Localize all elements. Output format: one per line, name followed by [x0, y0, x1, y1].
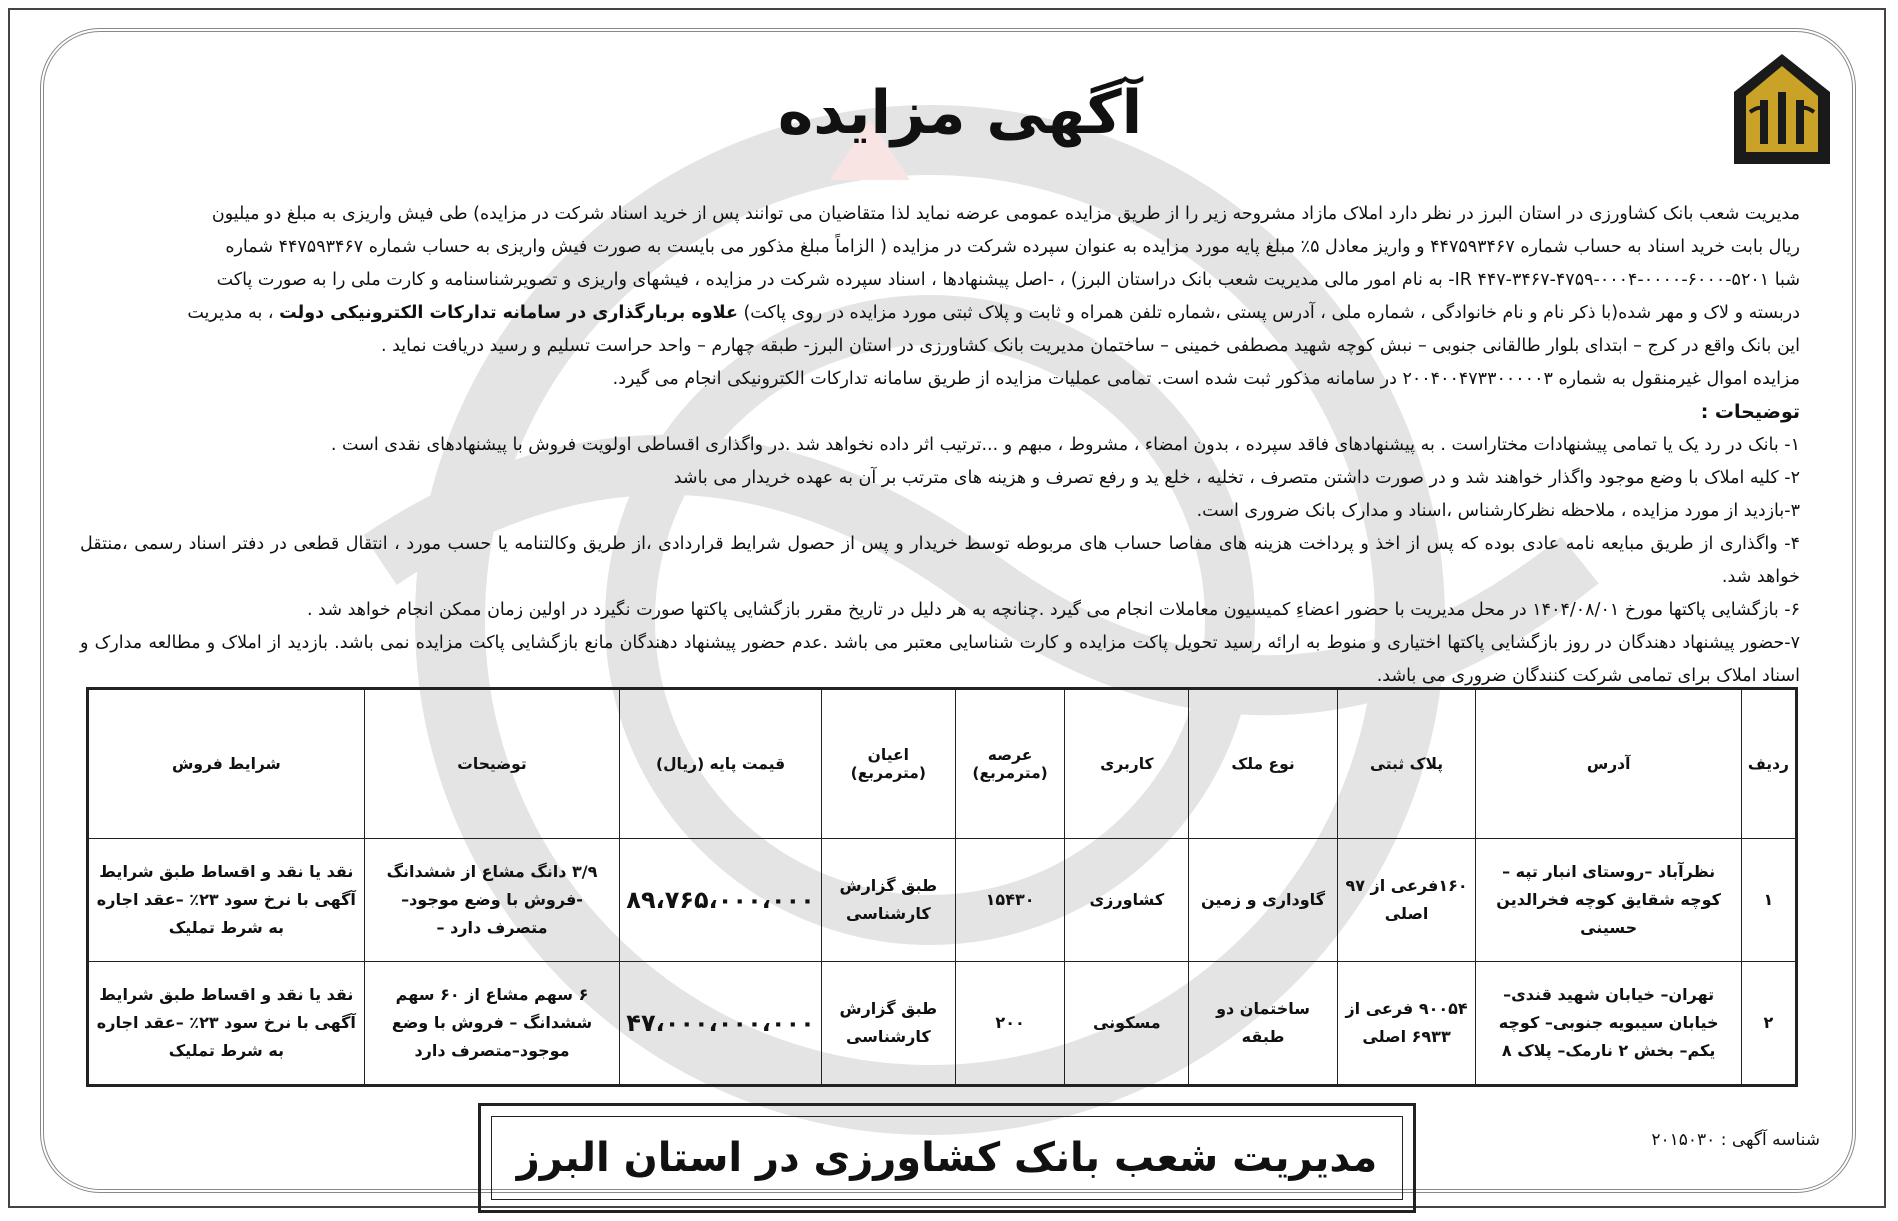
header-address: آدرس [1476, 689, 1741, 839]
intro-line-3: شبا IR ۴۴۷-۳۴۶۷-۴۷۵۹-۰۰۰۴-۰۰۰۰-۶۰۰۰-۵۲۰۱- به نام امور مالی مدیریت شعب بانک دراستان البرز) ، -اصل پیشنهادها ، اسناد سپرده شرکت در مزایده ، فیشهای واریزی و تصویرشناسنامه و کارت ملی را به صورت پاکت [216, 270, 1800, 290]
ad-id-label: شناسه آگهی : [1720, 1130, 1820, 1150]
cell-building-area: طبق گزارش کارشناسی [821, 961, 955, 1085]
auction-items-table [86, 687, 1798, 1087]
cell-sale-terms: نقد یا نقد و اقساط طبق شرایط آگهی با نرخ سود ۲۳٪ –عقد اجاره به شرط تملیک [88, 961, 365, 1085]
header-property-type: نوع ملک [1189, 689, 1337, 839]
header-usage: کاربری [1065, 689, 1189, 839]
announcement-body [80, 198, 1800, 693]
footer-box [478, 1103, 1416, 1213]
intro-line-4c: ، به مدیریت [187, 303, 274, 323]
cell-sale-terms: نقد یا نقد و اقساط طبق شرایط آگهی با نرخ سود ۲۳٪ –عقد اجاره به شرط تملیک [88, 839, 365, 962]
cell-base-price: ۴۷،۰۰۰،۰۰۰،۰۰۰ [620, 961, 821, 1085]
cell-plaque: ۱۶۰فرعی از ۹۷ اصلی [1337, 839, 1476, 962]
note-item: ۶- بازگشایی پاکتها مورخ ۱۴۰۴/۰۸/۰۱ در محل مدیریت با حضور اعضاءِ کمیسیون معاملات انجام می گیرد .چنانچه به هر دلیل در تاریخ مقرر بازگشایی پاکتها صورت نگیرد در اولین زمان ممکن انجام خواهد شد . [307, 600, 1800, 620]
table-row [88, 839, 1797, 962]
ad-id-value: ۲۰۱۵۰۳۰ [1651, 1130, 1716, 1150]
cell-plaque: ۹۰۰۵۴ فرعی از ۶۹۳۳ اصلی [1337, 961, 1476, 1085]
intro-line-2: ریال بابت خرید اسناد به حساب شماره ۴۴۷۵۹۳۴۶۷ و واریز معادل ۵٪ مبلغ پایه مورد مزایده به عنوان سپرده شرکت در مزایده ( الزاماً مبلغ مذکور می بایست به صورت فیش واریزی به حساب شماره ۴۴۷۵۹۳۴۶۷ شماره [225, 237, 1800, 257]
cell-property-type: گاوداری و زمین [1189, 839, 1337, 962]
header-base-price: قیمت پایه (ریال) [620, 689, 821, 839]
header-description: توضیحات [364, 689, 620, 839]
notes-title: توضیحات : [1700, 401, 1800, 423]
cell-property-type: ساختمان دو طبقه [1189, 961, 1337, 1085]
ad-id [1620, 1130, 1820, 1150]
cell-description: ۶ سهم مشاع از ۶۰ سهم ششدانگ – فروش با وضع موجود–متصرف دارد [364, 961, 620, 1085]
header-building-area: اعیان (مترمربع) [821, 689, 955, 839]
note-item: ۴- واگذاری از طریق مبایعه نامه عادی بوده که پس از اخذ و پرداخت هزینه های مفاصا حساب های مربوطه توسط خریدار و پس از حصول شرایط قراردادی ،از طریق وکالتنامه یا حسب مورد ، انتقال قطعی در دفتر اسناد رسمی ،منتقل خواهد شد. [80, 534, 1800, 587]
intro-line-4 [80, 297, 1800, 330]
intro-line-5: این بانک واقع در کرج – ابتدای بلوار طالقانی جنوبی – نبش کوچه شهید مصطفی خمینی – ساختمان مدیریت بانک کشاورزی در استان البرز- طبقه چهارم – واحد حراست تسلیم و رسید دریافت نماید . [380, 336, 1800, 356]
table-row [88, 961, 1797, 1085]
note-item: ۳-بازدید از مورد مزایده ، ملاحظه نظرکارشناس ،اسناد و مدارک بانک ضروری است. [1196, 501, 1800, 521]
footer-management: مدیریت شعب بانک کشاورزی در استان البرز [491, 1116, 1403, 1200]
cell-base-price: ۸۹،۷۶۵،۰۰۰،۰۰۰ [620, 839, 821, 962]
cell-land-area: ۱۵۴۳۰ [955, 839, 1064, 962]
intro-line-6: مزایده اموال غیرمنقول به شماره ۲۰۰۴۰۰۴۷۳۳۰۰۰۰۰۳ در سامانه مذکور ثبت شده است. تمامی عملیات مزایده از طریق سامانه تدارکات الکترونیکی انجام می گیرد. [612, 369, 1800, 389]
cell-address: نظرآباد –روستای انبار تپه –کوچه شقایق کوچه فخرالدین حسینی [1476, 839, 1741, 962]
cell-usage: کشاورزی [1065, 839, 1189, 962]
cell-row-number: ۲ [1741, 961, 1796, 1085]
header-sale-terms: شرایط فروش [88, 689, 365, 839]
intro-line-4a: دربسته و لاک و مهر شده(با ذکر نام و نام خانوادگی ، شماره ملی ، آدرس پستی ،شماره تلفن همراه و ثابت و پلاک ثبتی مورد مزایده در روی پاکت) [743, 303, 1800, 323]
note-item: ۲- کلیه املاک با وضع موجود واگذار خواهند شد و در صورت داشتن متصرف ، تخلیه ، خلع ید و رفع تصرف و هزینه های مترتب بر آن به عهده خریدار می باشد [673, 468, 1800, 488]
table-header-row [88, 689, 1797, 839]
header-land-area: عرصه (مترمربع) [955, 689, 1064, 839]
cell-land-area: ۲۰۰ [955, 961, 1064, 1085]
bank-keshavarzi-logo-icon [1730, 52, 1835, 170]
note-item: ۷-حضور پیشنهاد دهندگان در روز بازگشایی پاکتها اختیاری و منوط به ارائه رسید تحویل پاکت مزایده و کارت شناسایی معتبر می باشد .عدم حضور پیشنهاد دهندگان مانع بازگشایی پاکت مزایده نمی باشد. بازدید از املاک و مطالعه مدارک و اسناد املاک برای تمامی شرکت کنندگان ضروری می باشد. [80, 633, 1800, 686]
cell-address: تهران– خیابان شهید قندی– خیابان سیبویه جنوبی– کوچه یکم– بخش ۲ نارمک– پلاک ۸ [1476, 961, 1741, 1085]
cell-row-number: ۱ [1741, 839, 1796, 962]
page-title: آگهی مزایده [777, 78, 1143, 148]
note-item: ۱- بانک در رد یک یا تمامی پیشنهادات مختاراست . به پیشنهادهای فاقد سپرده ، بدون امضاء ، مشروط ، مبهم و ...ترتیب اثر داده نخواهد شد .در واگذاری اقساطی اولویت فروش با پیشنهادهای نقدی است . [330, 435, 1800, 455]
cell-description: ۳/۹ دانگ مشاع از ششدانگ -فروش با وضع موجود–متصرف دارد – [364, 839, 620, 962]
intro-line-1: مدیریت شعب بانک کشاورزی در استان البرز در نظر دارد املاک مازاد مشروحه زیر را از طریق مزایده عمومی عرضه نماید لذا متقاضیان می توانند پس از خرید اسناد شرکت در مزایده) طی فیش واریزی به مبلغ دو میلیون [211, 204, 1800, 224]
intro-line-4b: علاوه بربارگذاری در سامانه تدارکات الکترونیکی دولت [279, 303, 738, 323]
cell-usage: مسکونی [1065, 961, 1189, 1085]
header-plaque: پلاک ثبتی [1337, 689, 1476, 839]
header-row-number: ردیف [1741, 689, 1796, 839]
cell-building-area: طبق گزارش کارشناسی [821, 839, 955, 962]
